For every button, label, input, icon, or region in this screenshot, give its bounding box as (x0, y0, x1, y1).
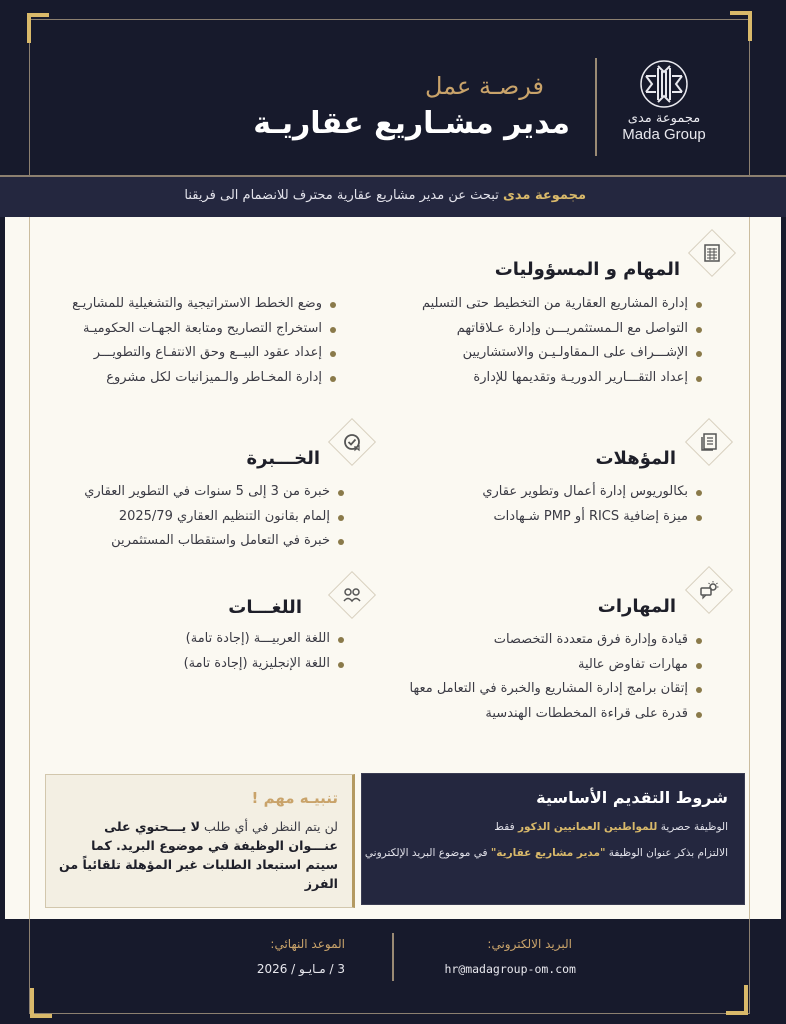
list-item: وضع الخطط الاستراتيجية والتشغيلية للمشاريـع (72, 292, 338, 317)
requirement-text: الوظيفة حصرية (657, 821, 728, 833)
requirement-text: في موضوع البريد الإلكتروني (364, 847, 491, 859)
qualifications-list (482, 474, 704, 529)
list-item: مهارات تفاوض عالية (410, 653, 704, 678)
email-label: البريد الالكتروني: (487, 937, 572, 951)
important-notice-box (45, 774, 355, 908)
skills-list (410, 622, 704, 726)
intro-body: تبحث عن مدير مشاريع عقارية محترف للانضمام الى فريقنا (184, 188, 503, 203)
panel-right-rule (749, 217, 750, 919)
requirement-line-1 (362, 821, 728, 833)
logo-arabic-name: مجموعة مدى (627, 111, 701, 126)
list-item: إتقان برامج إدارة المشاريع والخبرة في التعامل معها (410, 677, 704, 702)
requirements-box (361, 773, 745, 905)
languages-title: اللغـــات (228, 597, 302, 618)
section-responsibilities (495, 259, 680, 280)
frame-corner-top-left (27, 13, 49, 43)
list-item: خبرة في التعامل واستقطاب المستثمرين (84, 529, 346, 554)
job-title: مدير مشـاريع عقاريـة (253, 106, 570, 141)
section-experience (246, 448, 320, 469)
list-item: إعداد التقـــارير الدوريـة وتقديمها للإدارة (422, 366, 704, 391)
skills-title: المهارات (597, 596, 676, 617)
list-item: التواصل مع الـمستثمريـــن وإدارة عـلاقاتهم (422, 317, 704, 342)
frame-bottom-line (29, 1013, 750, 1014)
logo-english-name: Mada Group (622, 126, 706, 143)
requirements-title: شروط التقديم الأساسية (536, 788, 728, 807)
checkmark-badge-icon (342, 432, 362, 452)
header-divider (595, 58, 597, 156)
frame-corner-bottom-left (30, 988, 52, 1018)
job-opportunity-kicker: فرصـة عمل (425, 72, 544, 100)
list-item: بكالوريوس إدارة أعمال وتطوير عقاري (482, 480, 704, 505)
list-item: قدرة على قراءة المخططات الهندسية (410, 702, 704, 727)
email-link[interactable]: hr@madagroup-om.com (444, 962, 576, 976)
footer (0, 919, 786, 999)
list-item: إلمام بقانون التنظيم العقاري 2025/79 (84, 505, 346, 530)
list-item: ميزة إضافية RICS أو PMP شـهادات (482, 505, 704, 530)
list-item: اللغة العربيـــة (إجادة تامة) (184, 627, 346, 652)
requirement-highlight: للمواطنين العمانيين الذكور (517, 821, 658, 833)
requirement-line-2 (362, 847, 728, 859)
frame-corner-top-right (730, 11, 752, 41)
company-logo (614, 58, 714, 143)
list-item: اللغة الإنجليزية (إجادة تامة) (184, 652, 346, 677)
header (0, 40, 786, 170)
list-item: استخراج التصاريح ومتابعة الجهـات الحكوميـة (72, 317, 338, 342)
deadline-label: الموعد النهائي: (270, 937, 345, 951)
requirement-highlight: "مدير مشاريع عقارية" (490, 847, 606, 859)
mada-group-emblem-icon (638, 58, 690, 110)
languages-list (184, 621, 346, 676)
frame-top-line (29, 19, 750, 20)
notice-title: تنبيـه مهم ! (251, 789, 338, 807)
lightbulb-chat-icon (699, 580, 719, 600)
list-item: خبرة من 3 إلى 5 سنوات في التطوير العقاري (84, 480, 346, 505)
requirement-text: الالتزام بذكر عنوان الوظيفة (605, 847, 728, 859)
panel-left-rule (29, 217, 30, 919)
building-plan-icon (702, 243, 722, 263)
document-list-icon (699, 432, 719, 452)
experience-title: الخـــبرة (246, 448, 320, 469)
list-item: قيادة وإدارة فرق متعددة التخصصات (410, 628, 704, 653)
deadline-date: 3 / مـايـو / 2026 (256, 962, 345, 976)
footer-divider (392, 933, 394, 981)
experience-list (84, 474, 346, 554)
languages-people-icon (342, 585, 362, 605)
notice-emphasis: لا يـــحتوي على عنـــوان الوظيفة في موضوع البريد. كما سيتم استبعاد الطلبات غير المؤهلة تلقائياً من الفرز (59, 819, 338, 891)
intro-banner (0, 175, 786, 217)
section-skills (598, 596, 676, 617)
list-item: إدارة المشاريع العقارية من التخطيط حتى التسليم (422, 292, 704, 317)
section-languages (228, 597, 302, 618)
responsibilities-title: المهام و المسؤوليات (494, 259, 680, 280)
responsibilities-list-left (72, 286, 338, 390)
requirement-text: فقط (494, 821, 518, 833)
section-qualifications (595, 448, 676, 469)
notice-body (56, 817, 338, 893)
responsibilities-list-right (422, 286, 704, 390)
intro-text (184, 188, 586, 203)
notice-text: لن يتم النظر في أي طلب (200, 819, 338, 834)
list-item: إدارة المخـاطر والـميزانيات لكل مشروع (72, 366, 338, 391)
frame-corner-bottom-right (726, 985, 748, 1015)
list-item: الإشـــراف على الـمقاولـيـن والاستشاريين (422, 341, 704, 366)
company-name-highlight: مجموعة مدى (502, 188, 586, 203)
list-item: إعداد عقود البيــع وحق الانتفـاع والتطويـــر (72, 341, 338, 366)
qualifications-title: المؤهلات (595, 448, 676, 469)
